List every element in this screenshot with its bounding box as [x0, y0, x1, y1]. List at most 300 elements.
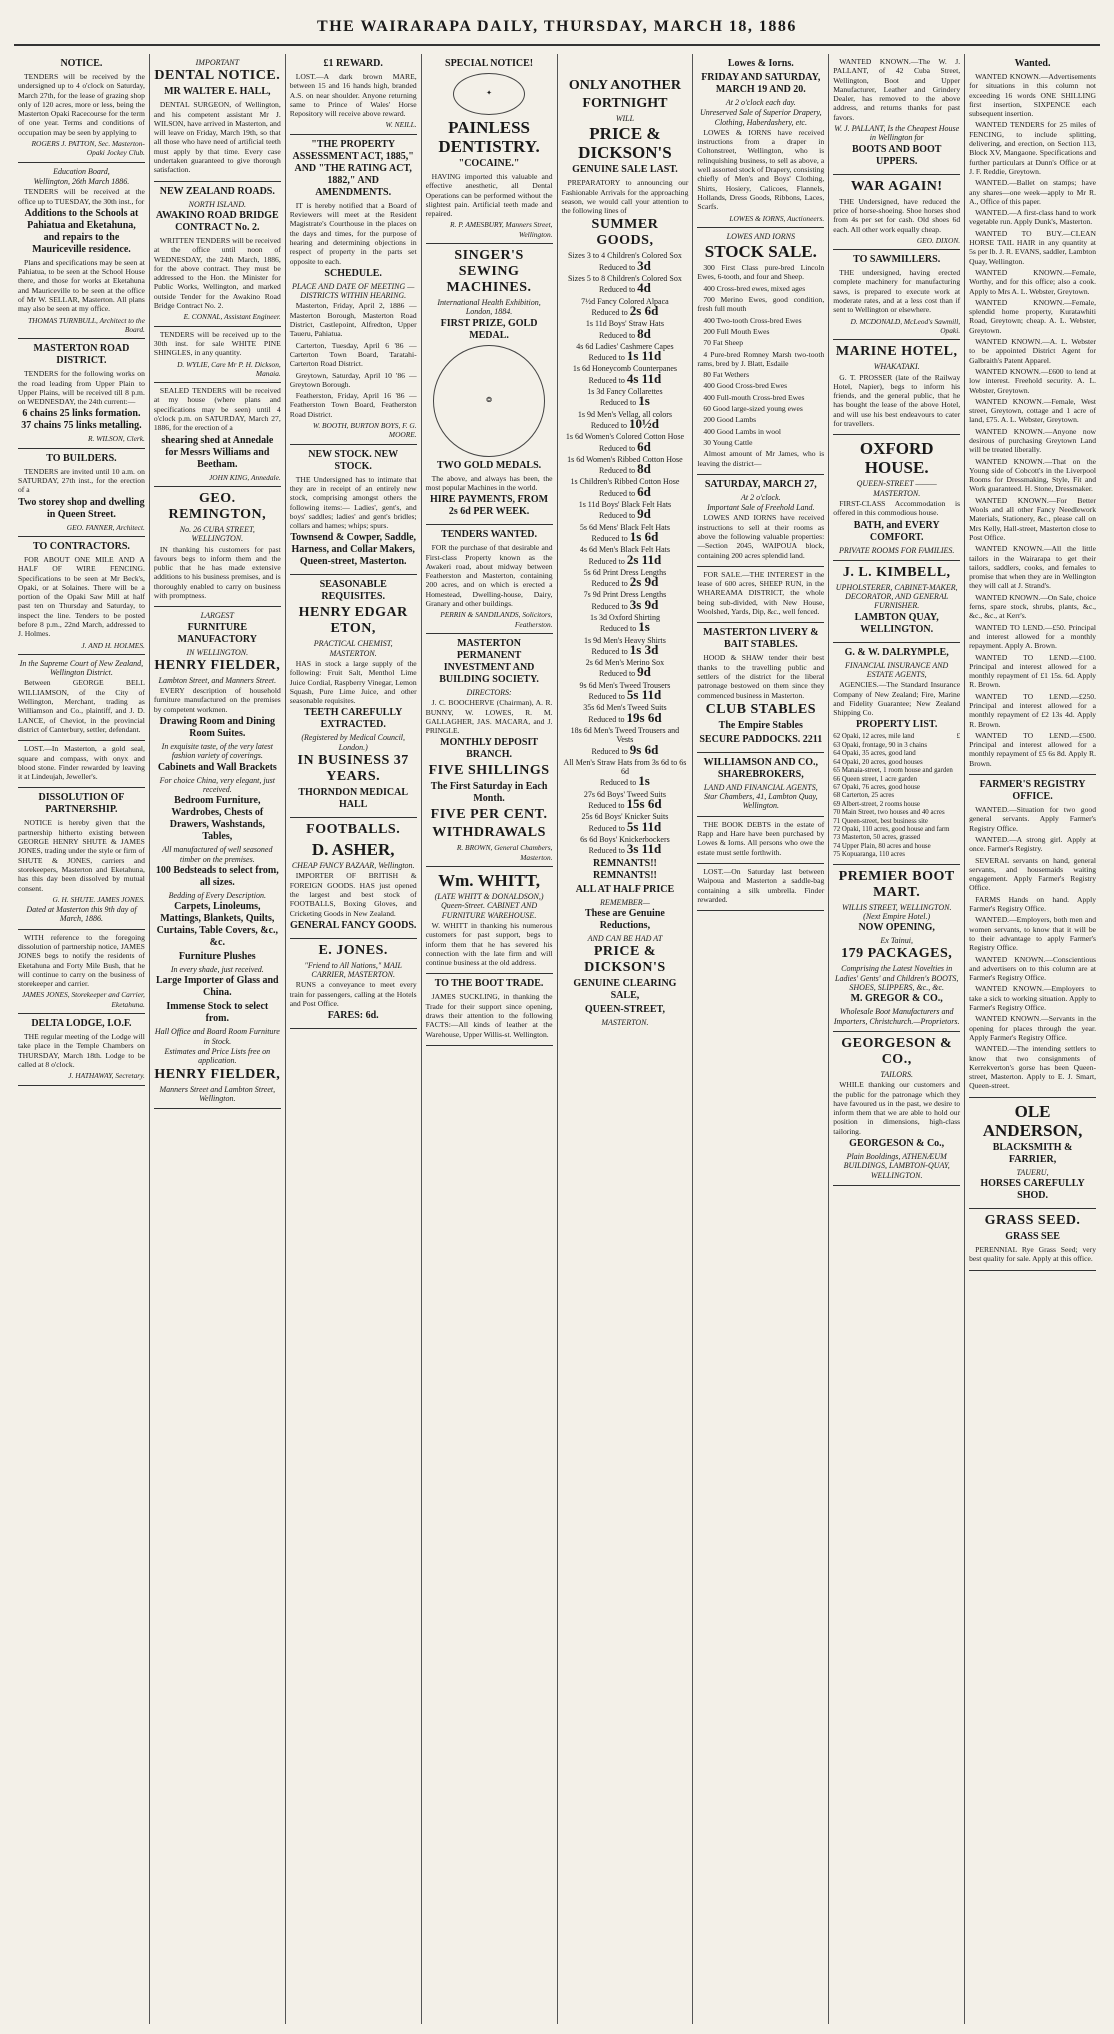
farmer-item: WANTED.—A strong girl. Apply at once. Farmer's Registry. [969, 834, 1096, 854]
rating-heading: "THE PROPERTY ASSESSMENT ACT, 1885," AND "THE RATING ACT, 1882," AND AMENDMENTS. [292, 138, 414, 198]
whitt-body: W. WHITT in thanking his numerous customers for past support, begs to inform them that he has severed his connection with the late firm and will continue business at the old address. [425, 920, 553, 968]
livery-ad [697, 623, 824, 752]
marine-sub: WHAKATAKI. [873, 362, 920, 372]
wanted-item: WANTED.—Ballet on stamps; have any shares—one week—apply to Mr R. A., Office of this paper. [969, 178, 1096, 206]
unreserved: Unreserved Sale of Superior Drapery, Clothing, Haberdashery, etc. [699, 108, 822, 127]
georgeson-sub: TAILORS. [880, 1069, 913, 1079]
seal-item: shearing shed at Annedale for Messrs Williams and Beetham. [161, 434, 274, 470]
lowes-heading: Lowes & Iorns. [727, 58, 794, 69]
eton-heading: HENRY EDGAR ETON, [298, 605, 408, 637]
trade-body: JAMES SUCKLING, in thanking the Trade for their support since opening, draws their attention to the following FACTS:—All kinds of leather at the Warehouse, Upper Willis-st. Wellington. [425, 992, 553, 1039]
property-price: £ [956, 733, 961, 741]
price-row [562, 477, 689, 498]
boots-heading: BOOTS AND BOOT UPPERS. [851, 143, 942, 167]
column-4 [422, 54, 558, 2024]
reward-signature: W. NEILL. [385, 120, 417, 130]
price-value: 3d [637, 257, 651, 273]
property-list [833, 733, 960, 859]
tenders-body: FOR the purchase of that desirable and First-class Property known as the Awakeri road, about midway between Featherston and Masterton, containing 200 acres, and on which is erected a Homestead, Dwelling-house, Dairy, Granary and other buildings. [425, 543, 553, 609]
wanted-item: WANTED TO BUY.—CLEAN HORSE TAIL HAIR in any quantity at 5s per lb. J. R. EVANS, saddler, Lambton Quay, Wellington. [969, 228, 1096, 266]
fielder-heading: HENRY FIELDER, [154, 657, 281, 673]
oxford-sub: QUEEN-STREET ——— MASTERTON. [856, 479, 937, 498]
lambton-label: LAMBTON QUAY, WELLINGTON. [854, 611, 939, 635]
mrb-body: TENDERS for the following works on the road leading from Upper Plain to Upper Plains, will be received till 8 p.m. on WEDNESDAY, the 24th current:— [18, 369, 145, 407]
important-label: IMPORTANT [195, 58, 240, 67]
at-two: At 2 o'clock each day. [725, 98, 796, 107]
wanted-item: WANTED KNOWN.—That on the Young side of Cobcott's in the Liverpool Rooms for Dressmaking, Style, Fit and Work guaranteed. H. Stone, Dressmaker. [969, 456, 1096, 494]
price-item: Sizes 5 to 8 Children's Colored Sox [567, 274, 682, 284]
lowes2-body: Almost amount of Mr James, who is leaving the district— [697, 449, 825, 468]
kimbell-heading: J. L. KIMBELL, [842, 564, 951, 580]
stock-row: 700 Merino Ewes, good condition, fresh full mouth [697, 295, 825, 314]
wanted-item: WANTED KNOWN.—Female, splendid home property, Kuratawhiti Road, Greytown; cheap. A. L. Webster, Greytown. [969, 297, 1096, 335]
wanted-item: WANTED TO LEND.—£100. Principal and interest allowed for a monthly repayment of £1 15s. 6d. Apply R. Brown. [969, 652, 1096, 690]
wanted-item: WANTED TO LEND.—£250. Principal and interest allowed for a monthly repayment of £2 13s 4d. Apply R. Brown. [969, 691, 1096, 729]
property-desc: 66 Queen street, 1 acre garden [833, 775, 918, 783]
ed-body-2: Plans and specifications may be seen at Pahiatua, to be seen at the School House there, and those for works at Eketahuna and Mauriceville to be seen at the office of Mr W. SELLAR, Masterton. All plans may also be seen at my office. [18, 257, 145, 314]
wanted-item: WANTED KNOWN.—£600 to lend at low interest. Freehold security. A. L. Webster, Greytown. [969, 366, 1096, 395]
seal-signature: JOHN KING, Annedale. [209, 472, 281, 482]
price-row [562, 590, 689, 611]
price-value: 1s [638, 393, 650, 409]
pd-heading: PRICE & DICKSON'S [578, 124, 672, 163]
column-5 [558, 54, 694, 2024]
half-price: ALL AT HALF PRICE [575, 883, 675, 895]
war-again-ad [833, 175, 960, 250]
tenders-wanted-ad [426, 525, 553, 634]
property-row [833, 801, 960, 809]
farmer-item: WANTED KNOWN.—Conscientious and advertisers on to this column are at Farmer's Registry Office. [969, 954, 1096, 983]
first-prize: FIRST PRIZE, GOLD MEDAL. [440, 317, 538, 341]
price-value: 8d [637, 325, 651, 341]
schedule-signature: W. BOOTH, BURTON BOYS, F. G. MOORE. [312, 421, 417, 440]
wanted-item: WANTED.—A first-class hand to work vegetable run. Apply Dunk's, Masterton. [969, 208, 1096, 227]
war-body: THE Undersigned, have reduced the price of horse-shoeing. Shoe horses shod from 4s per set for cash. Old shoes 6d each. All other work equally cheap. [833, 196, 961, 234]
dal-body: AGENCIES.—The Standard Insurance Company of New Zealand; Fire, Marine and Fidelity Guarantee; New Zealand Shipping Co. [833, 680, 961, 718]
stock-heading: STOCK SALE. [704, 242, 817, 262]
empire-heading: The Empire Stables [718, 719, 803, 731]
tenders-heading: TENDERS WANTED. [441, 529, 538, 541]
fielder2-sub: Manners Street and Lambton Street, Wellington. [159, 1084, 276, 1103]
jones-heading: E. JONES. [318, 942, 388, 958]
taueru-label: TAUERU, [1016, 1167, 1049, 1177]
ed-item: Additions to the Schools at Pahiatua and Eketahuna, and repairs to the Mauriceville residence. [24, 207, 139, 255]
fielder-sub: Lambton Street, and Manners Street. [158, 675, 277, 685]
marine-body: G. T. PROSSER (late of the Railway Hotel, Napier), begs to inform his friends, and the general public, that he has bought the lease of the above Hotel, and will use his best endeavours to cater for travellers. [833, 372, 961, 429]
stock-row: 70 Fat Sheep [703, 338, 744, 348]
jones-carrier-ad [290, 939, 417, 1029]
reduced-label: Reduced to 8d [598, 461, 651, 477]
hire-label: HIRE PAYMENTS, FROM 2s 6d PER WEEK. [430, 494, 549, 518]
seas-heading: SEASONABLE REQUISITES. [319, 579, 387, 603]
rem-body: IN thanking his customers for past favours begs to inform them and the public that he has made extensive additions to his business premises, and is thoroughly enabled to carry on business with promptness. [153, 544, 281, 600]
georgeson-ad [833, 1032, 960, 1186]
reduced-label: Reduced to 1s [600, 773, 650, 789]
draw-heading: Drawing Room and Dining Room Suites. [159, 716, 275, 740]
stock-row: 400 Cross-bred ewes, mixed ages [703, 283, 806, 293]
fielder2-heading: HENRY FIELDER, [154, 1066, 281, 1082]
trade-heading: TO THE BOOT TRADE. [434, 978, 544, 990]
price-item: 1s Children's Ribbed Cotton Hose [570, 477, 680, 487]
singer-ad [426, 244, 553, 525]
ed-body: TENDERS will be received at the office up to TUESDAY, the 30th inst., for [18, 187, 145, 206]
ed-heading: Education Board, [53, 166, 110, 176]
asher-ad [290, 818, 417, 939]
dissolution-ad [18, 788, 145, 929]
directors-label: DIRECTORS: [466, 687, 512, 697]
two-gold: TWO GOLD MEDALS. [436, 459, 542, 471]
business-heading: IN BUSINESS 37 YEARS. [297, 753, 409, 785]
page-title: THE WAIRARAPA DAILY, THURSDAY, MARCH 18, 1886 [317, 18, 797, 35]
price-row [562, 387, 689, 408]
reduced-label: Reduced to 2s 9d [591, 574, 659, 590]
wanted-item: WANTED TENDERS for 25 miles of FENCING, to include splitting, delivering, and erection, on Section 113, Block XV, Mangaone. Specifications and further particulars at Dunn's Office or at J. F. Reddie, Greytown. [969, 120, 1096, 176]
glass-heading: Large Importer of Glass and China. [156, 975, 279, 999]
shingle-signature: D. WYLIE, Care Mr P. H. Dickson, Manaia. [177, 359, 281, 378]
carpet-heading: Carpets, Linoleums, Mattings, Blankets, Quilts, Curtains, Table Covers, &c., &c. [156, 901, 279, 949]
price-value: 3s 9d [629, 596, 659, 612]
property-desc: 69 Albert-street, 2 rooms house [833, 800, 920, 808]
withdrawals-heading: WITHDRAWALS [432, 825, 546, 841]
reward-heading: £1 REWARD. [323, 58, 383, 69]
nzr-body: WRITTEN TENDERS will be received at the office until noon of WEDNESDAY, the 24th March, 1886, for the above contract. They must be addressed to the Hon. the Minister for Public Works, Wellington, and marked outside Tender for the Awakino Road Bridge Contract No. 2. [153, 235, 281, 311]
property-row [833, 792, 960, 800]
lost2-body: LOST.—On Saturday last between Waipoua and Masterton a saddle-bag containing a silk umbrella. Finder rewarded. [697, 866, 825, 904]
reward-body: LOST.—A dark brown MARE, between 15 and 16 hands high, branded A.S. on near shoulder. Anyone returning same to Prince of Wales' Horse Repository will receive above reward. [289, 72, 417, 119]
price-item: 1s 6d Women's Colored Cotton Hose [565, 432, 685, 442]
diss-signature: G. H. SHUTE. JAMES JONES. [52, 894, 145, 904]
price-item: Sizes 3 to 4 Children's Colored Sox [567, 251, 682, 261]
georgeson-body: WHILE thanking our customers and the public for the patronage which they have favoured us in the past, we desire to inform them that we are able to hold our position in dimensions, high-class tailoring. [833, 1080, 961, 1136]
anderson-heading: OLE ANDERSON, [982, 1101, 1083, 1140]
grass-seed-ad [969, 1209, 1096, 1271]
saw-body: THE undersigned, having erected complete machinery for manufacturing saws, is prepared to execute work at moderate rates, and at a less cost than if sent to Wellington or elsewhere. [833, 268, 961, 315]
seal-body: SEALED TENDERS will be received at my house (where plans and specifications may be seen) until 4 o'clock p.m. on SATURDAY, March 27, 1886, for the erection of a [153, 386, 281, 433]
saw-heading: TO SAWMILLERS. [853, 254, 941, 266]
stock-row: 80 Fat Wethers [703, 370, 750, 380]
property-row [833, 818, 960, 826]
fri-sat: FRIDAY AND SATURDAY, MARCH 19 AND 20. [701, 72, 821, 95]
dental-heading: DENTAL NOTICE. [154, 68, 281, 84]
price-value: 5s 11d [626, 818, 662, 834]
property-desc: 75 Kopuaranga, 110 acres [833, 851, 905, 859]
ed-signature: THOMAS TURNBULL, Architect to the Board. [28, 315, 145, 334]
whitt-ad [426, 867, 553, 974]
thorndon-heading: THORNDON MEDICAL HALL [298, 787, 409, 811]
price-item: 1s 3d Oxford Shirting [589, 612, 660, 622]
property-row [833, 843, 960, 851]
property-desc: 65 Manaia-street, 1 room house and garden [833, 767, 953, 775]
hall-sub: Hall Office and Board Room Furniture in Stock. [154, 1027, 280, 1046]
delta-heading: DELTA LODGE, I.O.F. [31, 1018, 132, 1030]
tenders-signature: PERRIN & SANDILANDS, Solicitors, Featherston. [440, 610, 553, 629]
secure-heading: SECURE PADDOCKS. 2211 [699, 733, 823, 745]
racecourse-notice [18, 54, 145, 163]
anderson-ad [969, 1098, 1096, 1209]
freehold-body: LOWES AND IORNS have received instructions to sell at their rooms as above the following valuable properties:—Section 2045, WAIPOUA block, containing 200 acres splendid land. [697, 513, 825, 560]
wanted-column [969, 54, 1096, 775]
property-desc: 62 Opaki, 12 acres, mile land [833, 733, 915, 741]
novelties: Comprising the Latest Novelties in Ladies' Gents' and Children's BOOTS, SHOES, SLIPPERS, &c., &c. [835, 964, 959, 993]
price-row [562, 251, 689, 272]
nzr-signature: E. CONNAL, Assistant Engineer. [183, 312, 281, 322]
price-item: 1s 3d Fancy Collarettes [587, 387, 663, 397]
price-value: 15s 6d [626, 796, 662, 812]
cab-heading: Cabinets and Wall Brackets [157, 761, 277, 773]
reduced-label: Reduced to 15s 6d [588, 796, 662, 812]
price-value: 2s 6d [629, 302, 659, 318]
property-row [833, 750, 960, 758]
plush-heading: Furniture Plushes [178, 951, 256, 963]
mrb-heading: MASTERTON ROAD DISTRICT. [33, 343, 130, 367]
boot-trade-ad [426, 974, 553, 1045]
column-3 [286, 54, 422, 2024]
stock-sale-ad [697, 228, 824, 475]
stock-list [697, 263, 824, 447]
schedule-row: Carterton, Tuesday, April 6 '86 — Carterton Town Board, Taratahi-Carterton Road District. [289, 340, 417, 369]
reduced-label: Reduced to 9d [598, 506, 651, 522]
book-debts-ad [697, 817, 824, 864]
delta-lodge-ad [18, 1014, 145, 1085]
price-item: 7s 9d Print Dress Lengths [583, 590, 667, 600]
grass-body: PERENNIAL Rye Grass Seed; very best quality for sale. Apply at this office. [969, 1244, 1096, 1264]
stock-row: 60 Good large-sized young ewes [703, 404, 803, 414]
williamson-ad [697, 753, 824, 817]
hall-heading: MR WALTER E. HALL, [164, 86, 271, 98]
mgregor-sub: Wholesale Boot Manufacturers and Importers, Christchurch.—Proprietors. [833, 1007, 960, 1026]
fence-heading: TO CONTRACTORS. [33, 540, 130, 552]
tooth-heading: TEETH CAREFULLY EXTRACTED. [304, 707, 403, 731]
rem-heading: GEO. REMINGTON, [168, 490, 267, 522]
price-item: 4s 6d Men's Black Felt Hats [579, 545, 670, 555]
reduced-label: Reduced to 19s 6d [588, 709, 662, 725]
wanted-item: WANTED KNOWN.—For Better Wools and all other Fancy Needlework Materials, Stationery, &c., please call on Mrs Kelly, Hall-street, Masterton close to Post Office. [969, 495, 1096, 542]
dalrymple-heading: G. & W. DALRYMPLE, [844, 646, 949, 658]
jones-ref-ad [18, 930, 145, 1014]
price-item: 5s 6d Print Dress Lengths [583, 567, 667, 577]
grass-heading: GRASS SEED. [984, 1212, 1081, 1228]
price-row [562, 790, 689, 811]
nzr-item: AWAKINO ROAD BRIDGE CONTRACT No. 2. [155, 209, 279, 233]
exhib-label: International Health Exhibition, London, 1884. [437, 298, 541, 317]
price-row [562, 568, 689, 589]
reduced-label: Reduced to 10½d [590, 415, 660, 431]
price-row [562, 319, 689, 340]
farmer-item: WANTED.—Situation for two good general servants. Apply Farmer's Registry Office. [969, 805, 1096, 833]
lost-body: LOST.—In Masterton, a gold seal, square and compass, with onyx and blood stone. Finder rewarded by leaving it at Lindeujah, Jeweller's. [18, 744, 145, 782]
and-found: AND CAN BE HAD AT [587, 933, 663, 943]
reduced-label: Reduced to 1s 3d [591, 641, 659, 657]
stock-row: 400 Two-tooth Cross-bred Ewes [703, 315, 802, 325]
delta-signature: J. HATHAWAY, Secretary. [68, 1071, 145, 1081]
general-heading: GENERAL FANCY GOODS. [289, 919, 417, 931]
build-item: Two storey shop and dwelling in Queen Street. [18, 496, 145, 520]
pallant-ad [833, 54, 960, 175]
singer-body: The above, and always has been, the most popular Machines in the world. [425, 473, 553, 492]
delta-body: THE regular meeting of the Lodge will take place in the Temple Chambers on THURSDAY, March 18th. Lodge to be called at 8 o'clock. [18, 1032, 145, 1069]
price-value: 2s 11d [626, 551, 662, 567]
price-row [562, 835, 689, 856]
mgregor-heading: M. GREGOR & CO., [850, 993, 943, 1005]
price-item: 25s 6d Boys' Knicker Suits [581, 812, 669, 822]
shingles-ad [154, 327, 281, 383]
reduced-label: Reduced to 4s 11d [588, 370, 662, 386]
price-value: 9d [637, 664, 651, 680]
newstock-signature: Townsend & Cowper, Saddle, Harness, and Collar Makers, Queen-street, Masterton. [290, 532, 417, 568]
property-row [833, 826, 960, 834]
masthead [0, 0, 1114, 52]
reduced-label: Reduced to 3s 11d [588, 841, 662, 857]
nzr-heading: NEW ZEALAND ROADS. [159, 185, 275, 197]
property-desc: 64 Opaki, 20 acres, good houses [833, 758, 923, 766]
grass-sub: GRASS SEE [1005, 1230, 1060, 1242]
price-row [562, 523, 689, 544]
painless-dentistry-ad [426, 54, 553, 244]
premier-heading: PREMIER BOOT MART. [838, 868, 955, 900]
club-heading: CLUB STABLES [705, 701, 817, 717]
price-item: 1s 9d Men's Vellag, all colors [577, 409, 673, 419]
property-row [833, 784, 960, 792]
fielder-ad [154, 607, 281, 1109]
notice-body: TENDERS will be received by the undersigned up to 4 o'clock on Saturday, March 27th, for the lease of grazing shop only of 120 acres, more or less, being the Masterton Opaki Racecourse for the term of one year. Terms and conditions of occupation may be seen by applying to [18, 72, 145, 137]
property-row [833, 834, 960, 842]
wanted-item: WANTED TO LEND.—£500. Principal and interest allowed for a monthly repayment of £5 6s 8d. Apply R. Brown. [969, 730, 1096, 768]
builders-ad [18, 449, 145, 537]
shingle-body: TENDERS will be received up to the 30th inst. for sale WHITE PINE SHINGLES, in any quantity. [153, 329, 281, 358]
stock-row: 400 Good Cross-bred Ewes [703, 381, 788, 391]
bedsteads: 100 Bedsteads to select from, all sizes. [155, 864, 279, 888]
schedule-cols: PLACE AND DATE OF MEETING — DISTRICTS WITHIN HEARING. [291, 281, 415, 301]
sheep-run-ad [697, 567, 824, 623]
build-body: TENDERS are invited until 10 a.m. on SATURDAY, 27th inst., for the erection of a [18, 466, 145, 495]
price-row [562, 703, 689, 724]
price-item: 1s 6d Honeycomb Counterpanes [572, 364, 678, 374]
price-row [562, 455, 689, 476]
prep-body: PREPARATORY to announcing our Fashionable Arrivals for the approaching season, we would call your attention to the following lines of [561, 178, 689, 216]
wanted-item: WANTED KNOWN.—On Sale, choice ferns, spare stock, shrubs, plants, &c., &c., &c., at Kerr's. [969, 592, 1096, 621]
wanted-item: WANTED TO LEND.—£50. Principal and interest allowed for a monthly repayment. Apply A. Brown. [969, 622, 1096, 651]
lost-umbrella-ad [697, 864, 824, 911]
freehold-label: Important Sale of Freehold Land. [707, 503, 815, 513]
livery-body: HOOD & SHAW tender their best thanks to the travelling public and settlers of the district for the liberal patronage bestowed on them since they commenced business in Masterton. [697, 653, 825, 700]
price-value: 1s [638, 773, 650, 789]
newstock-body: THE Undersigned has to intimate that they are in receipt of an entirely new stock, comprising amongst others the following items:— Ladies', gent's, and boys' saddles; ladies' and gent's bridles; collars and hames; whips; spurs. [289, 474, 417, 531]
asher-heading: D. ASHER, [311, 840, 395, 860]
directors-body: J. C. BOOCHERVE (Chairman), A. R. BUNNY, W. LOWES, R. M. GALLAGHER, JAS. MACARA, and J. PRINGLE. [425, 698, 553, 736]
property-row [833, 742, 960, 750]
fencing-ad [18, 537, 145, 655]
reduced-label: Reduced to 5s 11d [588, 818, 662, 834]
mrb-signature: R. WILSON, Clerk. [88, 434, 145, 444]
price-item: 1s 9d Men's Heavy Shirts [583, 635, 666, 645]
reduced-label: Reduced to 1s [600, 619, 650, 635]
draw-sub: In exquisite taste, of the very latest fashion variety of coverings. [161, 742, 273, 761]
price-item: 35s 6d Men's Tweed Suits [583, 703, 667, 713]
build-heading: TO BUILDERS. [46, 452, 117, 464]
property-row [833, 809, 960, 817]
oxford-heading: OXFORD HOUSE. [859, 439, 934, 478]
stock-row: 400 Good Lambs in wool [703, 426, 781, 436]
dalrymple-sub: FINANCIAL INSURANCE AND ESTATE AGENTS, [845, 660, 949, 679]
whitt-heading: Wm. WHITT, [438, 871, 540, 891]
property-desc: 64 Opaki, 35 acres, good land [833, 750, 916, 758]
reduced-label: Reduced to 3d [598, 257, 651, 273]
column-7 [829, 54, 965, 2024]
price-item: 7½d Fancy Colored Alpaca [581, 296, 669, 306]
reduced-label: Reduced to 3s 9d [591, 596, 659, 612]
remember-label: REMEMBER— [600, 897, 650, 907]
masthead-rule [14, 44, 1100, 46]
stock-row: 400 Full-mouth Cross-bred Ewes [703, 392, 805, 402]
price-row [562, 410, 689, 431]
price-value: 4d [637, 280, 651, 296]
premier-boot-ad [833, 865, 960, 1032]
price-item: 5s 6d Mens' Black Felt Hats [579, 522, 670, 532]
sat-heading: SATURDAY, MARCH 27, [704, 478, 817, 490]
price-value: 1s 3d [629, 641, 659, 657]
whitt-sub: (LATE WHITT & DONALDSON,) Queen-Street. CABINET AND FURNITURE WAREHOUSE. [434, 892, 544, 920]
price-value: 6d [637, 438, 651, 454]
column-8 [965, 54, 1100, 2024]
new-stock-ad [290, 445, 417, 576]
brown-signature: R. BROWN, General Chambers, Masterton. [456, 843, 553, 862]
rating-act-ad [290, 135, 417, 445]
stock-row: 200 Good Lambs [703, 415, 757, 425]
farmer-item: WANTED.—Employers, both men and women servants, to know that it will be to their advantage to apply Farmer's Registry Office. [969, 915, 1096, 953]
william-sub: LAND AND FINANCIAL AGENTS, Star Chambers, 41, Lambton Quay, Wellington. [703, 782, 818, 811]
stock-row: 30 Young Cattle [703, 437, 753, 447]
property-row [833, 851, 960, 859]
property-row [833, 767, 960, 775]
stock-sub: LOWES AND IORNS [726, 231, 795, 241]
farmer-item: WANTED KNOWN.—Employers to take a sick to working situation. Apply to Farmer's Registry Office. [969, 984, 1096, 1013]
price-row [562, 658, 689, 679]
property-desc: 68 Carterton, 25 acres [833, 792, 895, 800]
price-row [562, 342, 689, 363]
largest-label: LARGEST [200, 611, 234, 621]
property-row [833, 776, 960, 784]
price-item: 1s 6d Women's Ribbed Cotton Hose [567, 454, 683, 464]
fares: FARES: 6d. [327, 1010, 379, 1022]
price-value: 9s 6d [629, 741, 659, 757]
columns [14, 54, 1100, 2024]
marine-heading: MARINE HOTEL, [835, 344, 958, 360]
price-item: 4s 6d Ladies' Cashmere Capes [576, 341, 674, 351]
reduced-label: Reduced to 1s [600, 393, 650, 409]
price-value: 1s 6d [629, 528, 659, 544]
education-board-ad [18, 163, 145, 340]
now-open: NOW OPENING, [858, 922, 935, 934]
price-value: 4s 11d [626, 370, 662, 386]
sealed-tenders-ad [154, 383, 281, 487]
football-heading: FOOTBALLS. [306, 822, 401, 838]
price-row [562, 758, 689, 788]
eton-chemist-ad [290, 575, 417, 818]
special-heading: SPECIAL NOTICE! [445, 58, 534, 69]
newstock-heading: NEW STOCK. NEW STOCK. [308, 448, 399, 472]
painless-heading: PAINLESS DENTISTRY. [438, 118, 540, 156]
farmer-item: WANTED.—The intending settlers to know that two consignments of Kerrekverton's gorse has been Queen-street, Masterton. Apply to E. J. Smart, Queen-street. [969, 1044, 1096, 1091]
road-district-ad [18, 339, 145, 448]
bed-heading: Bedroom Furniture, Wardrobes, Chests of Drawers, Washstands, Tables, [169, 795, 265, 843]
fence-body: FOR ABOUT ONE MILE AND A HALF OF WIRE FENCING. Specifications to be seen at Mr Beck's, Opaki, or at Solaines. There will be a portion of the Opaki Saw Mill at half past ten on Thursday and Saturday, to inspect the line. Tenders to be posted before 8 p.m., 22nd March, addressed to J. Holmes. [18, 554, 145, 639]
dental-notice-ad [154, 54, 281, 182]
build-signature: GEO. FANNER, Architect. [66, 522, 145, 532]
price-row [562, 274, 689, 295]
book-body: THE BOOK DEBTS in the estate of Rapp and Hare have been purchased by Lowes & Iorns. All persons who owe the estate must settle forthwith. [697, 819, 825, 857]
lowes-iorns-ad [697, 54, 824, 228]
queen-label: QUEEN-STREET, [584, 1004, 665, 1016]
